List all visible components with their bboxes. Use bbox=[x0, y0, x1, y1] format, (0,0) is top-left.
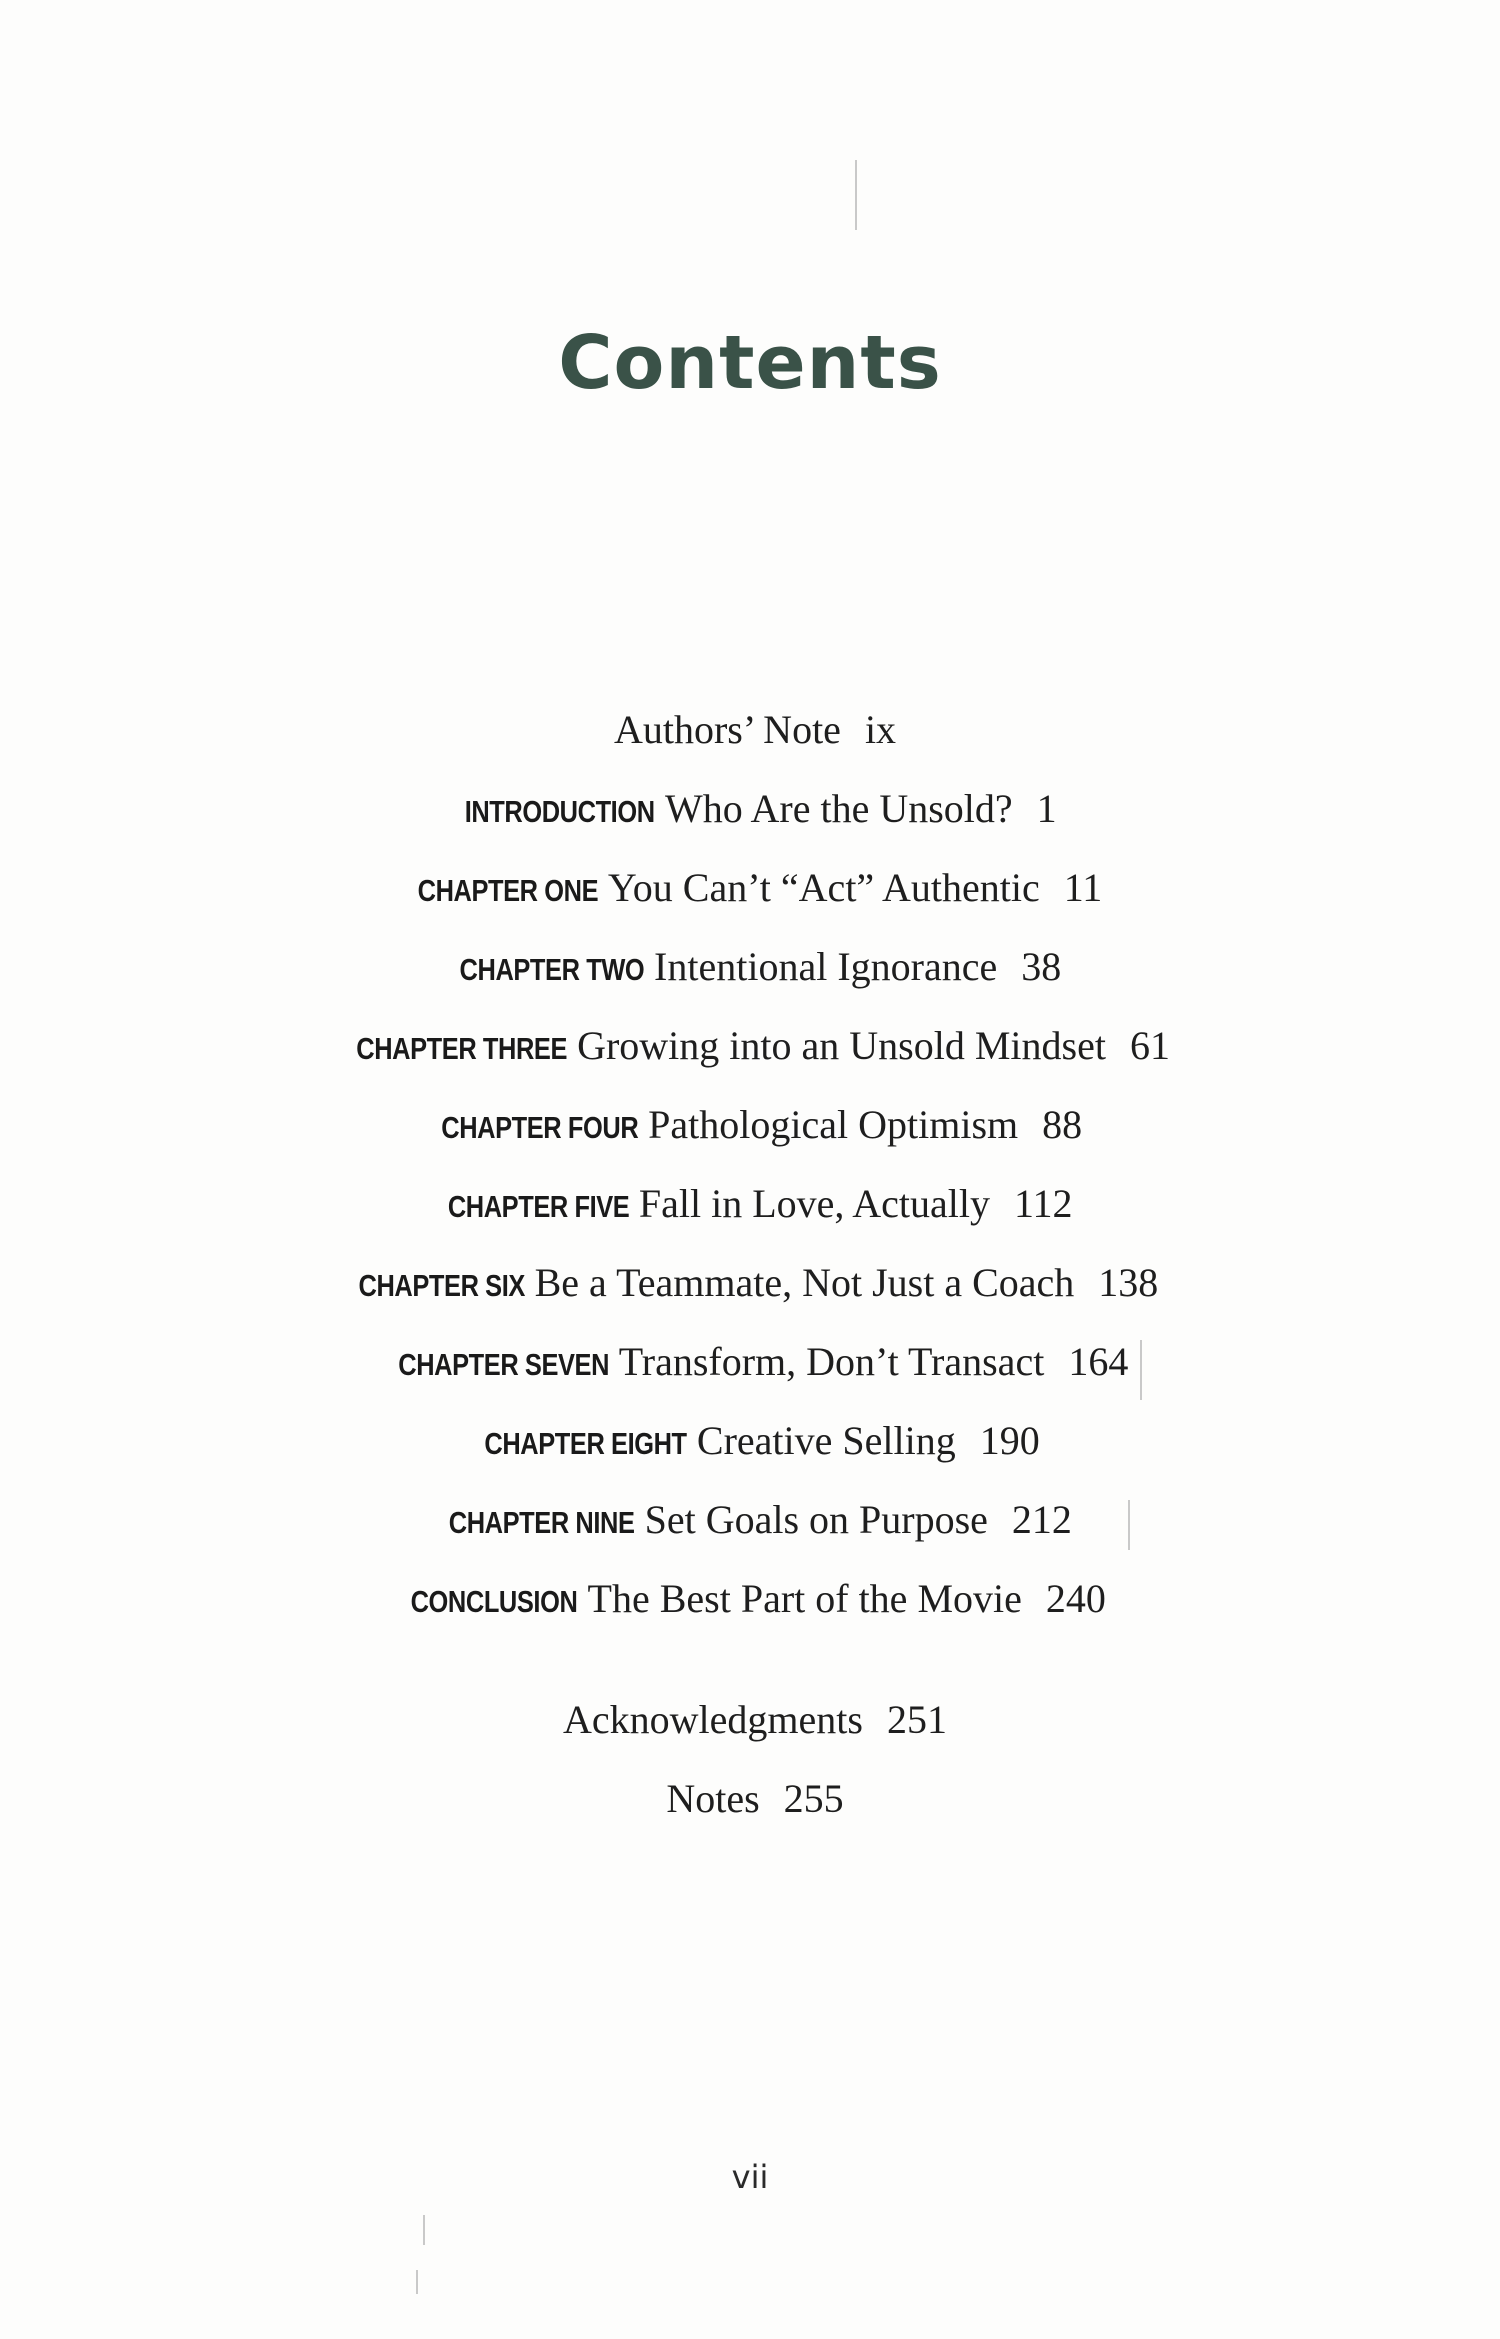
toc-entry-conclusion[interactable] bbox=[0, 1559, 1500, 1638]
entry-page: 240 bbox=[1045, 1576, 1106, 1621]
entry-page: 61 bbox=[1129, 1023, 1170, 1068]
toc-entry-chapter-two[interactable] bbox=[0, 927, 1500, 1006]
chapter-label: CHAPTER FOUR bbox=[441, 1110, 639, 1145]
entry-name: Fall in Love, Actually bbox=[638, 1181, 990, 1226]
chapter-label: CONCLUSION bbox=[410, 1584, 578, 1619]
entry-name: Set Goals on Purpose bbox=[644, 1497, 988, 1542]
entry-page: 88 bbox=[1042, 1102, 1083, 1147]
entry-name: Creative Selling bbox=[696, 1418, 956, 1463]
toc-entry-acknowledgments[interactable] bbox=[0, 1680, 1500, 1759]
entry-page: 255 bbox=[783, 1776, 844, 1821]
toc-entry-chapter-seven[interactable] bbox=[0, 1322, 1500, 1401]
entry-name: Who Are the Unsold? bbox=[664, 786, 1013, 831]
chapter-label: CHAPTER THREE bbox=[356, 1031, 568, 1066]
scan-mark bbox=[416, 2270, 418, 2294]
table-of-contents bbox=[0, 690, 1500, 1838]
entry-name: Transform, Don’t Transact bbox=[618, 1339, 1045, 1384]
entry-page: 38 bbox=[1021, 944, 1062, 989]
entry-page: ix bbox=[864, 707, 897, 752]
chapter-label: CHAPTER NINE bbox=[448, 1505, 635, 1540]
entry-page: 11 bbox=[1063, 865, 1103, 910]
page-number: vii bbox=[731, 2158, 769, 2196]
chapter-label: CHAPTER FIVE bbox=[447, 1189, 629, 1224]
entry-page: 190 bbox=[979, 1418, 1040, 1463]
toc-entry-chapter-four[interactable] bbox=[0, 1085, 1500, 1164]
entry-page: 251 bbox=[886, 1697, 947, 1742]
chapter-label: CHAPTER SIX bbox=[358, 1268, 525, 1303]
chapter-label: CHAPTER ONE bbox=[417, 873, 598, 908]
entry-name: Intentional Ignorance bbox=[654, 944, 998, 989]
entry-page: 212 bbox=[1011, 1497, 1072, 1542]
section-gap bbox=[0, 1638, 1500, 1680]
toc-entry-chapter-five[interactable] bbox=[0, 1164, 1500, 1243]
toc-entry-chapter-three[interactable] bbox=[0, 1006, 1500, 1085]
entry-name: The Best Part of the Movie bbox=[587, 1576, 1022, 1621]
toc-entry-chapter-one[interactable] bbox=[0, 848, 1500, 927]
scan-mark bbox=[855, 160, 857, 230]
toc-entry-chapter-nine[interactable] bbox=[0, 1480, 1500, 1559]
toc-entry-chapter-six[interactable] bbox=[0, 1243, 1500, 1322]
chapter-label: CHAPTER TWO bbox=[459, 952, 645, 987]
toc-entry-chapter-eight[interactable] bbox=[0, 1401, 1500, 1480]
toc-entry-front[interactable] bbox=[0, 690, 1500, 769]
entry-page: 138 bbox=[1098, 1260, 1159, 1305]
entry-name: Notes bbox=[666, 1776, 760, 1821]
chapter-label: CHAPTER SEVEN bbox=[397, 1347, 609, 1382]
entry-name: You Can’t “Act” Authentic bbox=[607, 865, 1040, 910]
entry-name: Growing into an Unsold Mindset bbox=[577, 1023, 1106, 1068]
entry-page: 1 bbox=[1036, 786, 1057, 831]
toc-entry-introduction[interactable] bbox=[0, 769, 1500, 848]
entry-name: Acknowledgments bbox=[563, 1697, 863, 1742]
scan-mark bbox=[423, 2215, 425, 2245]
chapter-label: INTRODUCTION bbox=[465, 794, 655, 829]
entry-page: 164 bbox=[1068, 1339, 1129, 1384]
entry-name: Be a Teammate, Not Just a Coach bbox=[534, 1260, 1075, 1305]
entry-page: 112 bbox=[1013, 1181, 1073, 1226]
toc-entry-notes[interactable] bbox=[0, 1759, 1500, 1838]
chapter-label: CHAPTER EIGHT bbox=[484, 1426, 687, 1461]
page-title: Contents bbox=[558, 320, 942, 406]
entry-name: Pathological Optimism bbox=[648, 1102, 1019, 1147]
entry-name: Authors’ Note bbox=[613, 707, 841, 752]
